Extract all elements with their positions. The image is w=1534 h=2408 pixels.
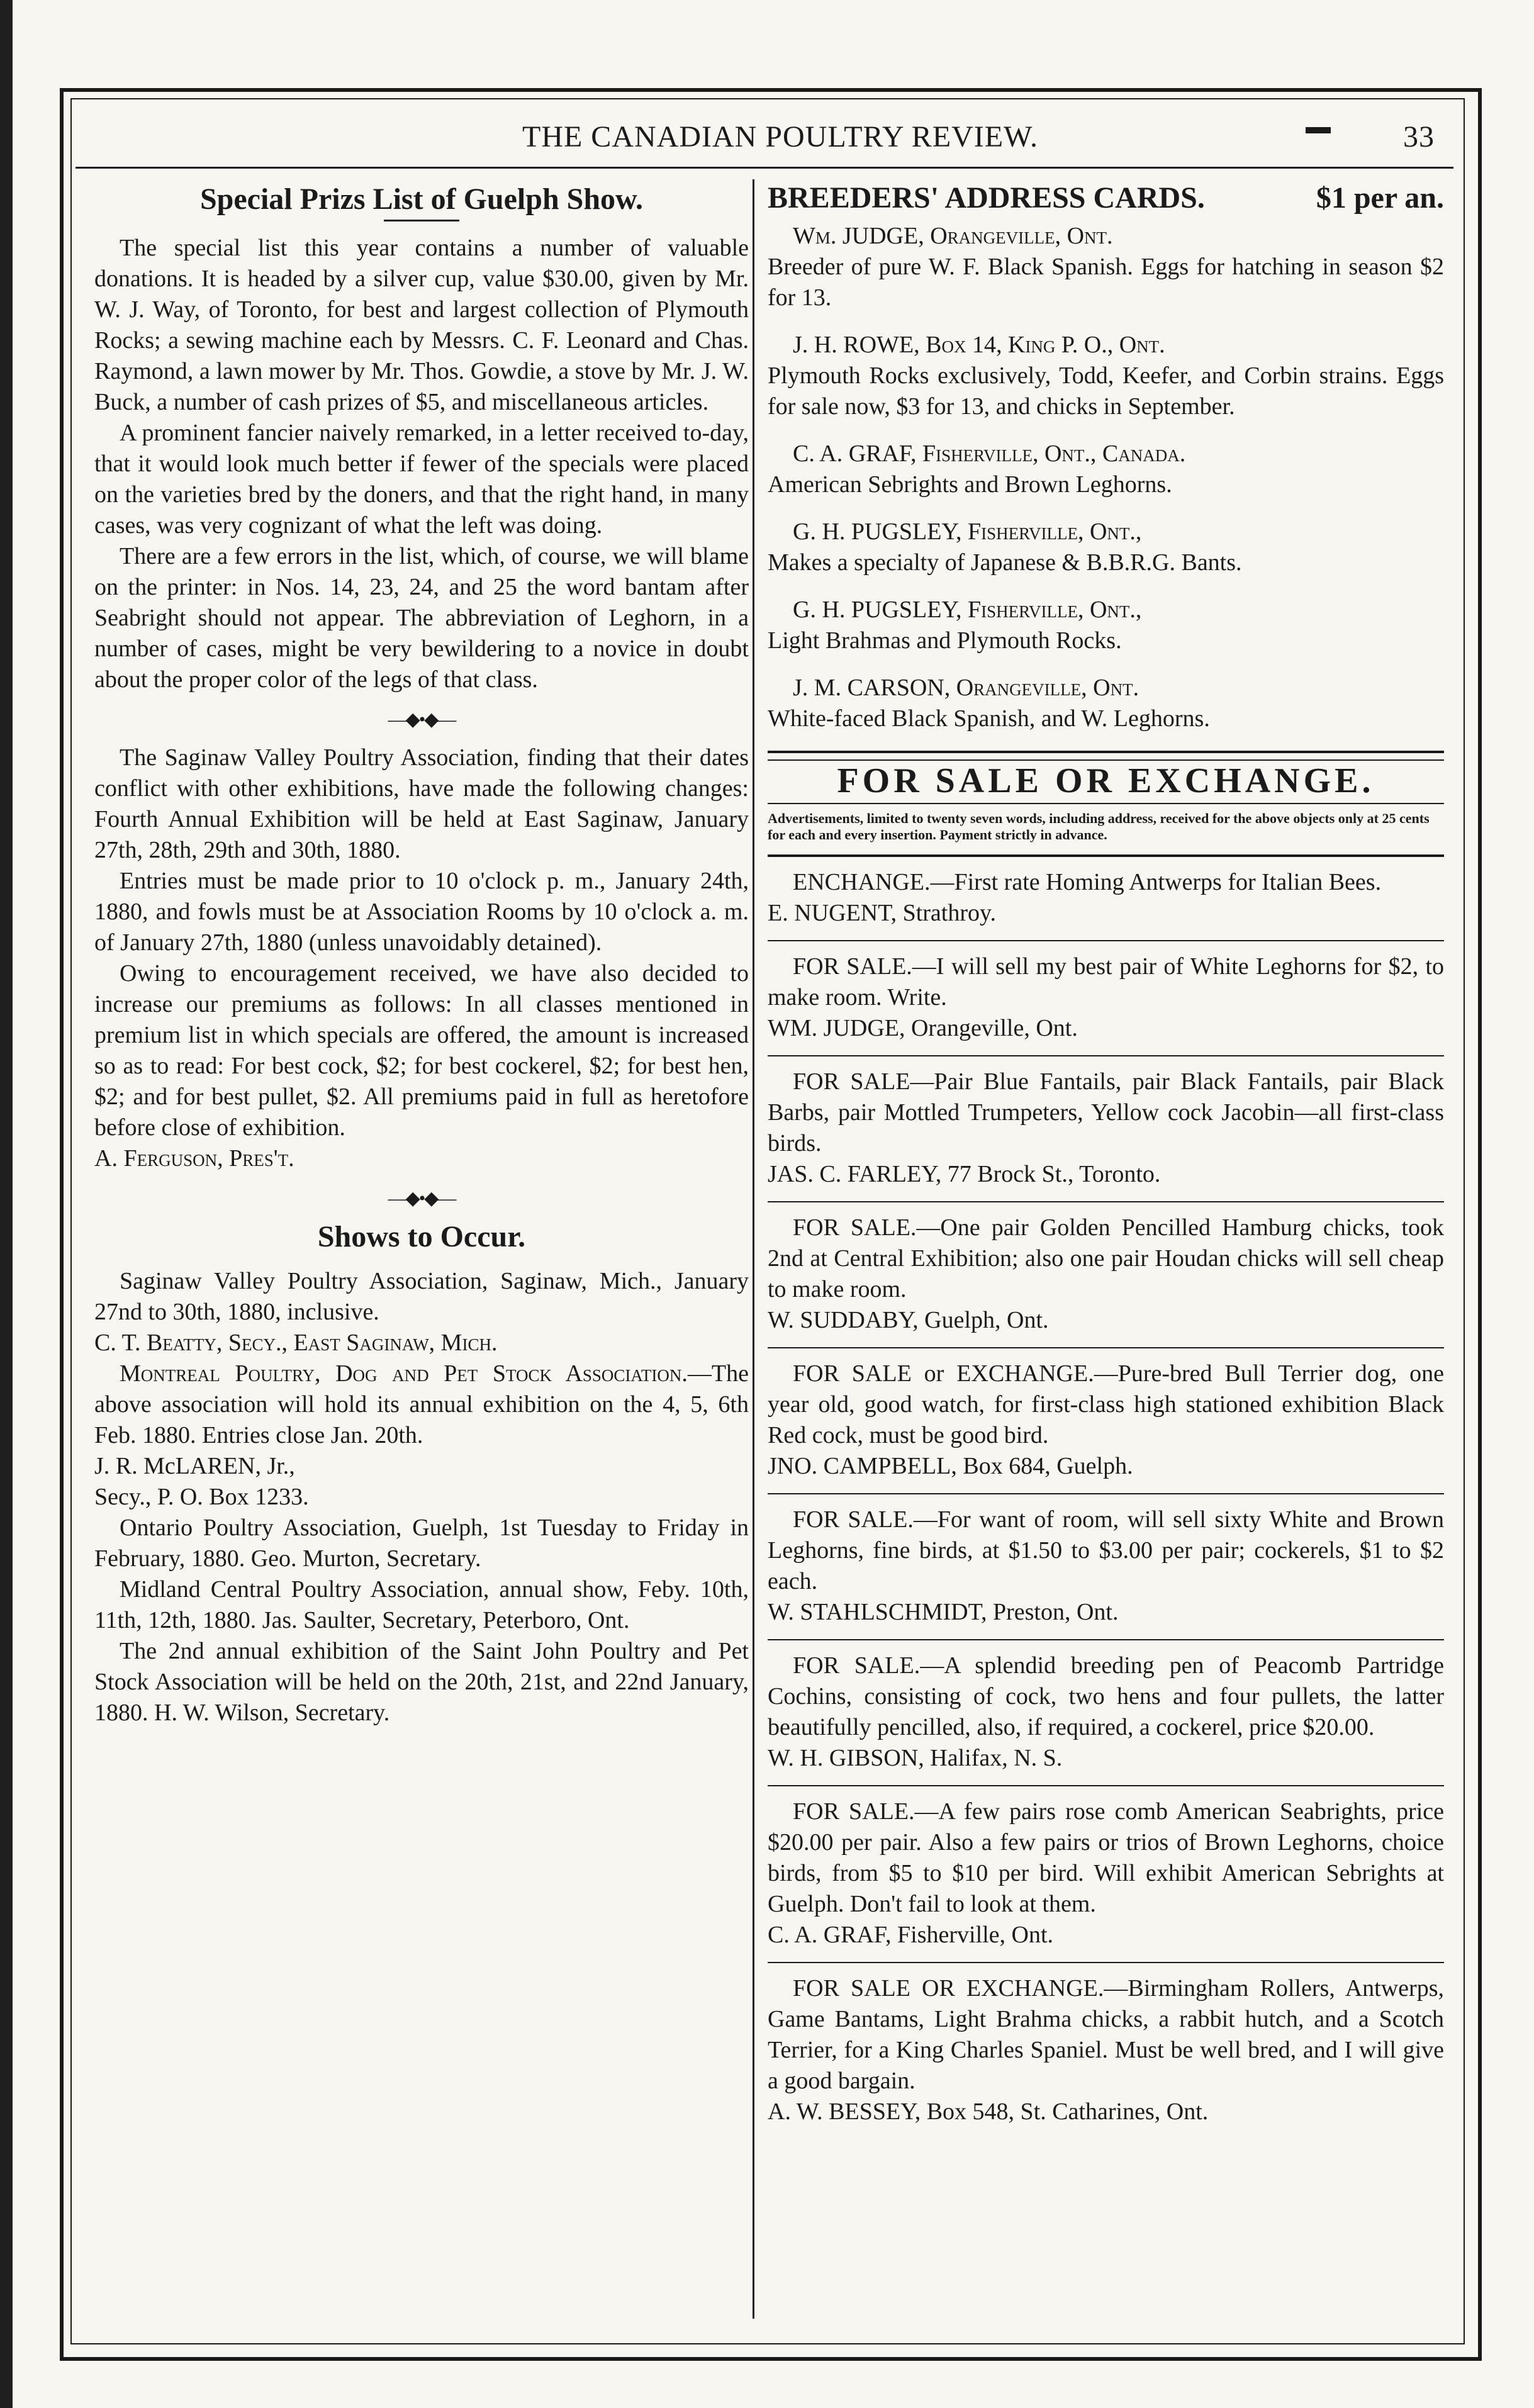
ad-text: FOR SALE—Pair Blue Fantails, pair Black Fantails, pair Black Barbs, pair Mottled Trumpeters, Yellow cock Jacobin—all first-class birds. bbox=[768, 1068, 1444, 1156]
breeder-name: G. H. PUGSLEY, Fisherville, Ont., bbox=[793, 596, 1142, 623]
breeders-cards-price: $1 per an. bbox=[1316, 181, 1444, 215]
page-number: 33 bbox=[1403, 120, 1435, 154]
saginaw-paragraph-1: The Saginaw Valley Poultry Association, finding that their dates conflict with other exhibitions, have made the following changes: Fourth Annual Exhibition will be held at East Saginaw, January 27th, 28th, 29th and 30th, 1880. bbox=[94, 744, 749, 863]
header-rule bbox=[76, 167, 1453, 169]
classified-ad bbox=[768, 1067, 1444, 1190]
right-column bbox=[768, 182, 1444, 2127]
breeder-card bbox=[768, 330, 1444, 422]
breeder-name: J. H. ROWE, Box 14, King P. O., Ont. bbox=[793, 332, 1165, 358]
ad-divider bbox=[768, 1055, 1444, 1056]
section-ornament: —◆•◆— bbox=[388, 1188, 456, 1209]
ad-signature: C. A. GRAF, Fisherville, Ont. bbox=[768, 1922, 1054, 1948]
classified-ad bbox=[768, 1504, 1444, 1628]
show-entry-3: Ontario Poultry Association, Guelph, 1st Tuesday to Friday in February, 1880. Geo. Murton, Secretary. bbox=[94, 1515, 749, 1572]
ad-divider bbox=[768, 1347, 1444, 1348]
classified-ad bbox=[768, 1212, 1444, 1336]
ad-text: FOR SALE.—A splendid breeding pen of Peacomb Partridge Cochins, consisting of cock, two hens and four pullets, the latter beautifully pencilled, also, if required, a cockerel, price $20.00. bbox=[768, 1652, 1444, 1740]
advertisement-terms: Advertisements, limited to twenty seven words, including address, received for the above objects only at 25 cents for each and every insertion. Payment strictly in advance. bbox=[768, 810, 1430, 843]
breeder-name: J. M. CARSON, Orangeville, Ont. bbox=[793, 675, 1139, 701]
ad-text: ENCHANGE.—First rate Homing Antwerps for Italian Bees. bbox=[793, 869, 1382, 895]
ad-divider bbox=[768, 854, 1444, 857]
ad-signature: W. STAHLSCHMIDT, Preston, Ont. bbox=[768, 1599, 1119, 1625]
classified-ad bbox=[768, 1796, 1444, 1951]
special-prize-heading: Special Prizs List of Guelph Show. bbox=[199, 182, 644, 216]
ad-text: FOR SALE or EXCHANGE.—Pure-bred Bull Terrier dog, one year old, good watch, for first-class high stationed exhibition Black Red cock, must be good bird. bbox=[768, 1360, 1444, 1448]
for-sale-banner: FOR SALE OR EXCHANGE. bbox=[837, 761, 1375, 800]
breeder-description: Breeder of pure W. F. Black Spanish. Eggs for hatching in season $2 for 13. bbox=[768, 254, 1444, 311]
classified-ad bbox=[768, 1650, 1444, 1774]
show-entry-2-name: J. R. McLAREN, Jr., bbox=[94, 1453, 295, 1479]
breeders-cards-title: BREEDERS' ADDRESS CARDS. bbox=[768, 181, 1205, 215]
ad-signature: JNO. CAMPBELL, Box 684, Guelph. bbox=[768, 1453, 1133, 1479]
ad-signature: W. H. GIBSON, Halifax, N. S. bbox=[768, 1745, 1063, 1771]
ad-signature: JAS. C. FARLEY, 77 Brock St., Toronto. bbox=[768, 1161, 1161, 1187]
publication-title: THE CANADIAN POULTRY REVIEW. bbox=[522, 120, 1038, 154]
breeder-name: Wm. JUDGE, Orangeville, Ont. bbox=[793, 223, 1113, 249]
saginaw-paragraph-3: Owing to encouragement received, we have also decided to increase our premiums as follows: In all classes mentioned in premium list in which specials are offered, the amount is increased so as to read: For best cock, $2; for best cockerel, $2; for best hen, $2; and for best pullet, $2. All premiums paid in full as heretofore before close of exhibition. bbox=[94, 960, 749, 1141]
breeder-card bbox=[768, 221, 1444, 313]
show-entry-1: Saginaw Valley Poultry Association, Saginaw, Mich., January 27nd to 30th, 1880, inclusive. bbox=[94, 1268, 749, 1325]
ad-signature: WM. JUDGE, Orangeville, Ont. bbox=[768, 1015, 1078, 1041]
ad-text: FOR SALE.—For want of room, will sell sixty White and Brown Leghorns, fine birds, at $1.50 to $3.00 per pair; cockerels, $1 to $2 each. bbox=[768, 1506, 1444, 1594]
ad-divider bbox=[768, 1201, 1444, 1202]
breeder-description: Plymouth Rocks exclusively, Todd, Keefer, and Corbin strains. Eggs for sale now, $3 for 13, and chicks in September. bbox=[768, 362, 1444, 420]
breeder-name: C. A. GRAF, Fisherville, Ont., Canada. bbox=[793, 440, 1186, 467]
classified-ad bbox=[768, 1358, 1444, 1482]
show-entry-2-signature: Secy., P. O. Box 1233. bbox=[94, 1484, 309, 1510]
special-paragraph-2: A prominent fancier naively remarked, in a letter received to-day, that it would look much better if fewer of the specials were placed on the varieties bred by the doners, and that the right hand, in many cases, was very cognizant of what the left was doing. bbox=[94, 420, 749, 539]
saginaw-signature: A. Ferguson, Pres't. bbox=[94, 1145, 294, 1172]
section-ornament: —◆•◆— bbox=[388, 709, 456, 730]
ad-signature: W. SUDDABY, Guelph, Ont. bbox=[768, 1307, 1049, 1333]
show-entry-1-signature: C. T. Beatty, Secy., East Saginaw, Mich. bbox=[94, 1330, 498, 1356]
breeder-card bbox=[768, 439, 1444, 500]
breeder-description: Light Brahmas and Plymouth Rocks. bbox=[768, 627, 1122, 654]
running-header bbox=[82, 120, 1447, 164]
header-dash-mark bbox=[1306, 127, 1331, 133]
classified-ad bbox=[768, 951, 1444, 1044]
left-column bbox=[94, 182, 749, 1728]
special-paragraph-1: The special list this year contains a number of valuable donations. It is headed by a silver cup, value $30.00, given by Mr. W. J. Way, of Toronto, for best and largest collection of Plymouth Rocks; a sewing machine each by Messrs. C. F. Leonard and Chas. Raymond, a lawn mower by Mr. Thos. Gowdie, a stove by Mr. J. W. Buck, a number of cash prizes of $5, and miscellaneous articles. bbox=[94, 235, 749, 415]
breeder-description: American Sebrights and Brown Leghorns. bbox=[768, 471, 1172, 498]
ad-text: FOR SALE.—I will sell my best pair of White Leghorns for $2, to make room. Write. bbox=[768, 953, 1444, 1011]
ad-divider bbox=[768, 1493, 1444, 1494]
banner-rule bbox=[768, 803, 1444, 804]
ad-divider bbox=[768, 1962, 1444, 1963]
ad-divider bbox=[768, 1639, 1444, 1640]
ad-text: FOR SALE OR EXCHANGE.—Birmingham Rollers, Antwerps, Game Bantams, Light Brahma chicks, a rabbit hutch, and a Scotch Terrier, for a King Charles Spaniel. Must be well bred, and I will give a good bargain. bbox=[768, 1975, 1444, 2094]
classified-ad bbox=[768, 867, 1444, 929]
ad-divider bbox=[768, 940, 1444, 941]
special-paragraph-3: There are a few errors in the list, which, of course, we will blame on the printer: in Nos. 14, 23, 24, and 25 the word bantam after Seabright should not appear. The abbreviation of Leghorn, in a number of cases, might be very bewildering to a novice in doubt about the proper color of the legs of that class. bbox=[94, 543, 749, 693]
breeder-description: White-faced Black Spanish, and W. Leghorns. bbox=[768, 705, 1210, 732]
show-entry-2: Montreal Poultry, Dog and Pet Stock Association.—The above association will hold its annual exhibition on the 4, 5, 6th Feb. 1880. Entries close Jan. 20th. bbox=[94, 1360, 749, 1448]
page-binding-edge bbox=[0, 0, 13, 2408]
section-double-rule bbox=[768, 751, 1444, 761]
show-entry-4: Midland Central Poultry Association, annual show, Feby. 10th, 11th, 12th, 1880. Jas. Saulter, Secretary, Peterboro, Ont. bbox=[94, 1576, 749, 1633]
breeders-cards-heading bbox=[768, 182, 1444, 213]
ad-divider bbox=[768, 1785, 1444, 1786]
heading-rule bbox=[384, 220, 459, 221]
breeder-description: Makes a specialty of Japanese & B.B.R.G. Bants. bbox=[768, 549, 1242, 576]
breeder-card bbox=[768, 595, 1444, 656]
ad-text: FOR SALE.—One pair Golden Pencilled Hamburg chicks, took 2nd at Central Exhibition; also one pair Houdan chicks will sell cheap to make room. bbox=[768, 1214, 1444, 1302]
ad-signature: E. NUGENT, Strathroy. bbox=[768, 900, 997, 926]
breeder-name: G. H. PUGSLEY, Fisherville, Ont., bbox=[793, 518, 1142, 545]
column-separator bbox=[753, 179, 754, 2319]
show-entry-5: The 2nd annual exhibition of the Saint John Poultry and Pet Stock Association will be held on the 20th, 21st, and 22nd January, 1880. H. W. Wilson, Secretary. bbox=[94, 1638, 749, 1726]
classified-ad bbox=[768, 1973, 1444, 2127]
saginaw-paragraph-2: Entries must be made prior to 10 o'clock p. m., January 24th, 1880, and fowls must be at Association Rooms by 10 o'clock a. m. of January 27th, 1880 (unless unavoidably detained). bbox=[94, 868, 749, 956]
ad-signature: A. W. BESSEY, Box 548, St. Catharines, Ont. bbox=[768, 2098, 1209, 2125]
breeder-card bbox=[768, 673, 1444, 734]
ad-text: FOR SALE.—A few pairs rose comb American Seabrights, price $20.00 per pair. Also a few pairs or trios of Brown Leghorns, choice birds, from $5 to $10 per bird. Will exhibit American Sebrights at Guelph. Don't fail to look at them. bbox=[768, 1798, 1444, 1917]
breeder-card bbox=[768, 517, 1444, 578]
shows-heading: Shows to Occur. bbox=[317, 1220, 526, 1253]
